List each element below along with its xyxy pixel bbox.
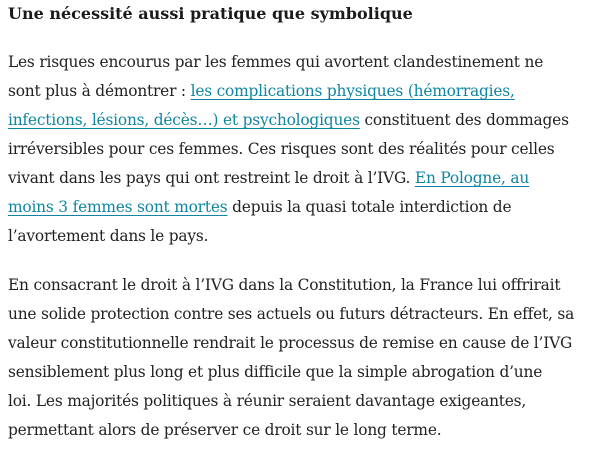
text-line [8, 193, 601, 222]
text-line: loi. Les majorités politiques à réunir seraient davantage exigeantes, [8, 392, 527, 410]
text-fragment: depuis la quasi totale interdiction de [227, 198, 512, 216]
text-fragment: vivant dans les pays qui ont restreint le droit à l’IVG. [8, 169, 415, 187]
text-line: sensiblement plus long et plus difficile que la simple abrogation d’une [8, 363, 543, 381]
paragraph-constitution [8, 271, 601, 445]
text-line [8, 222, 601, 251]
link-complications-part1[interactable]: les complications physiques (hémorragies, [190, 82, 515, 100]
paragraph-risks [8, 48, 601, 251]
text-line [8, 135, 601, 164]
text-fragment: Les risques encourus par les femmes qui avortent clandestinement ne [8, 53, 544, 71]
text-line [8, 77, 601, 106]
text-line: valeur constitutionnelle rendrait le processus de remise en cause de l’IVG [8, 334, 573, 352]
text-line [8, 48, 601, 77]
text-fragment: l’avortement dans le pays. [8, 227, 209, 245]
text-line: permettant alors de préserver ce droit sur le long terme. [8, 421, 442, 439]
section-heading: Une nécessité aussi pratique que symbolique [8, 4, 413, 23]
link-pologne-part2[interactable]: moins 3 femmes sont mortes [8, 198, 228, 216]
link-complications-part2[interactable]: infections, lésions, décès…) et psychologiques [8, 111, 360, 129]
text-line [8, 106, 601, 135]
text-line: une solide protection contre ses actuels ou futurs détracteurs. En effet, sa [8, 305, 575, 323]
text-fragment: sont plus à démontrer : [8, 82, 191, 100]
article-section [0, 3, 601, 445]
text-fragment: irréversibles pour ces femmes. Ces risques sont des réalités pour celles [8, 140, 555, 158]
text-fragment: constituent des dommages [359, 111, 569, 129]
link-pologne-part1[interactable]: En Pologne, au [414, 169, 530, 187]
text-line [8, 164, 601, 193]
text-line: En consacrant le droit à l’IVG dans la Constitution, la France lui offrirait [8, 276, 561, 294]
